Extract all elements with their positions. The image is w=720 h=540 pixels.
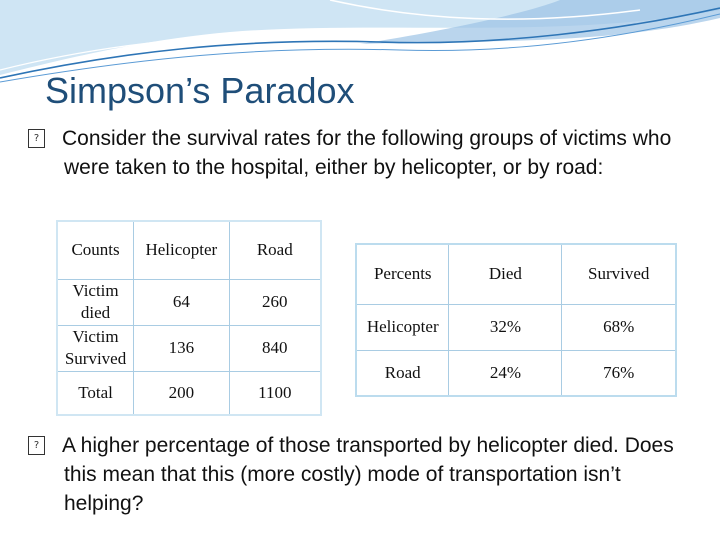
counts-header-label: Counts bbox=[57, 221, 134, 279]
percents-header-label: Percents bbox=[356, 244, 449, 304]
table-row bbox=[356, 304, 676, 350]
cell-value: 64 bbox=[134, 279, 229, 325]
table-row bbox=[57, 279, 321, 325]
cell-value: 200 bbox=[134, 371, 229, 415]
row-label: Victim died bbox=[57, 279, 134, 325]
bullet-icon: ? bbox=[28, 129, 45, 148]
percents-header-survived: Survived bbox=[562, 244, 676, 304]
slide-title: Simpson’s Paradox bbox=[45, 70, 355, 111]
cell-value: 32% bbox=[449, 304, 562, 350]
counts-header-helicopter: Helicopter bbox=[134, 221, 229, 279]
row-label: Road bbox=[356, 350, 449, 396]
counts-table bbox=[56, 220, 322, 416]
row-label: Victim Survived bbox=[57, 325, 134, 371]
cell-value: 1100 bbox=[229, 371, 321, 415]
table-row bbox=[57, 371, 321, 415]
cell-value: 76% bbox=[562, 350, 676, 396]
cell-value: 24% bbox=[449, 350, 562, 396]
intro-text: Consider the survival rates for the following groups of victims who were taken to the hospital, either by helicopter, or by road: bbox=[62, 127, 672, 179]
intro-paragraph bbox=[28, 124, 688, 182]
counts-header-road: Road bbox=[229, 221, 321, 279]
conclusion-paragraph bbox=[28, 431, 688, 518]
cell-value: 68% bbox=[562, 304, 676, 350]
row-label: Total bbox=[57, 371, 134, 415]
cell-value: 260 bbox=[229, 279, 321, 325]
percents-table bbox=[355, 243, 677, 397]
bullet-icon: ? bbox=[28, 436, 45, 455]
table-row bbox=[356, 350, 676, 396]
table-row bbox=[57, 325, 321, 371]
percents-header-died: Died bbox=[449, 244, 562, 304]
cell-value: 840 bbox=[229, 325, 321, 371]
cell-value: 136 bbox=[134, 325, 229, 371]
conclusion-text: A higher percentage of those transported by helicopter died. Does this mean that this (more costly) mode of transportation isn’t helping? bbox=[62, 434, 674, 515]
row-label: Helicopter bbox=[356, 304, 449, 350]
